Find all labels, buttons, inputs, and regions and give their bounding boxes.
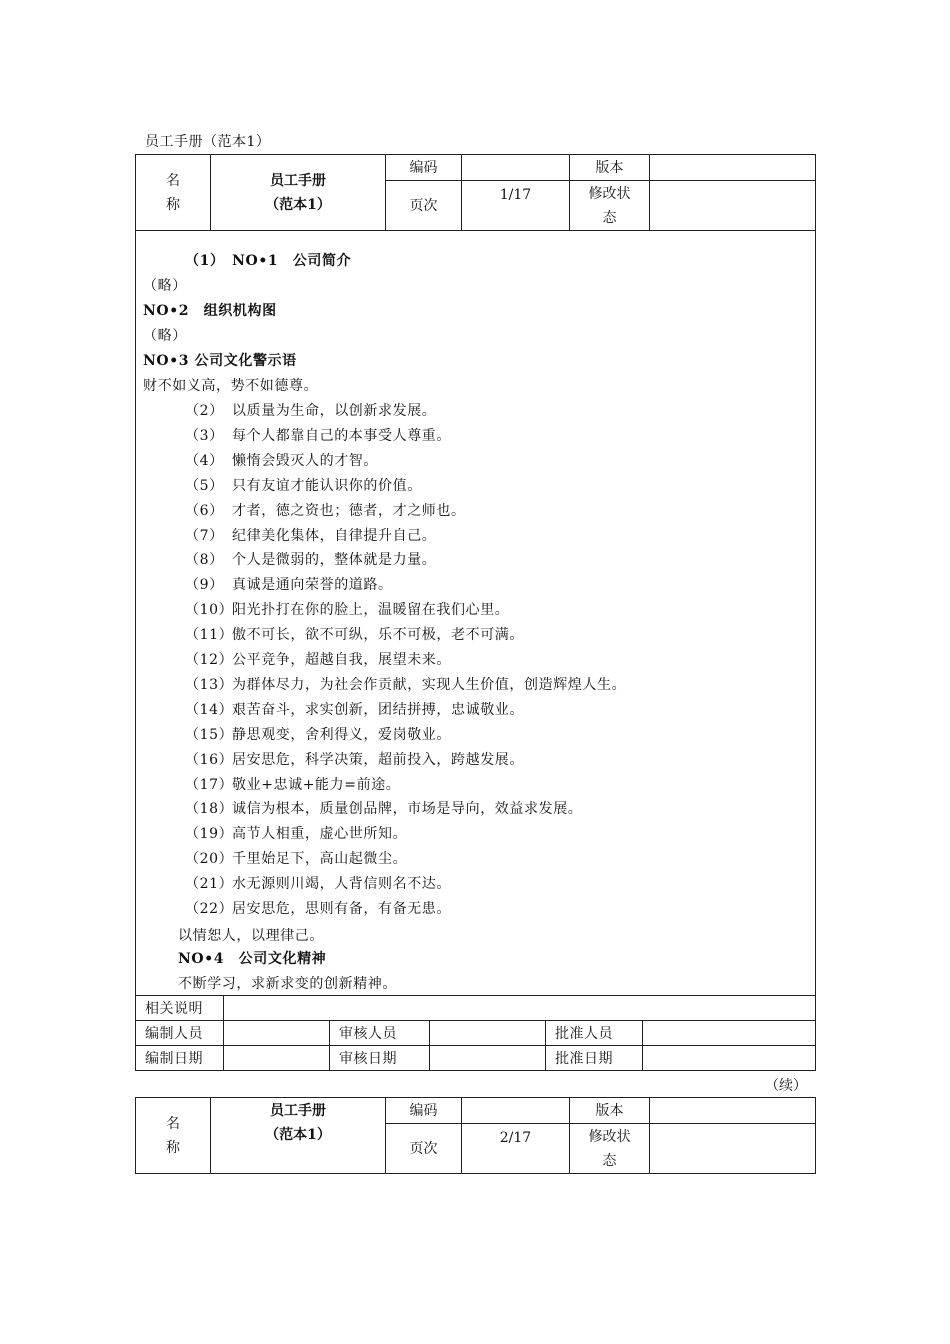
reviewer-value <box>430 1021 546 1046</box>
motto-text: 才者，德之资也；德者，才之师也。 <box>232 503 466 519</box>
motto-text: 纪律美化集体，自律提升自己。 <box>232 528 437 544</box>
motto-number: （3） <box>185 428 224 444</box>
motto-item <box>185 574 393 594</box>
motto-item <box>185 749 524 769</box>
motto-item <box>185 400 436 420</box>
motto-item <box>185 425 451 445</box>
motto-number: （5） <box>185 478 224 494</box>
motto-number: （17） <box>185 777 234 793</box>
code-value <box>462 1098 570 1124</box>
motto-text: 每个人都靠自己的本事受人尊重。 <box>232 428 451 444</box>
motto-text: 居安思危，思则有备，有备无患。 <box>232 901 451 917</box>
motto-number: （15） <box>185 727 234 743</box>
motto-number: （12） <box>185 652 234 668</box>
motto-number: （18） <box>185 801 234 817</box>
motto-item <box>185 724 451 744</box>
motto-text: 敬业+忠诚+能力=前途。 <box>232 777 401 793</box>
motto-item <box>185 649 451 669</box>
revision-value <box>650 181 816 231</box>
header-table-page2 <box>135 1097 816 1174</box>
motto-item <box>185 624 524 644</box>
manual-title: 员工手册 （范本1） <box>211 155 386 231</box>
motto-number: （14） <box>185 702 234 718</box>
motto-number: （16） <box>185 752 234 768</box>
motto-item <box>185 525 436 545</box>
motto-number: （8） <box>185 552 224 568</box>
header-table-page1 <box>135 154 816 231</box>
motto-text: 只有友谊才能认识你的价值。 <box>232 478 422 494</box>
motto-item <box>185 549 436 569</box>
motto-item <box>185 699 524 719</box>
approve-date-value <box>643 1046 816 1071</box>
motto-item <box>185 450 378 470</box>
section-3-intro: 财不如义高，势不如德尊。 <box>143 378 319 394</box>
manual-title: 员工手册 （范本1） <box>211 1098 386 1174</box>
version-label: 版本 <box>570 1098 650 1124</box>
reviewer-label: 审核人员 <box>330 1021 430 1046</box>
motto-item <box>185 475 422 495</box>
code-label: 编码 <box>386 1098 462 1124</box>
motto-item <box>185 898 451 918</box>
motto-text: 阳光扑打在你的脸上，温暖留在我们心里。 <box>232 602 510 618</box>
motto-number: （4） <box>185 453 224 469</box>
motto-text: 静思观变，舍利得义，爱岗敬业。 <box>232 727 451 743</box>
name-label: 名 称 <box>136 1098 211 1174</box>
motto-number: （6） <box>185 503 224 519</box>
author-label: 编制人员 <box>136 1021 224 1046</box>
motto-number: （7） <box>185 528 224 544</box>
revision-label: 修改状 态 <box>570 1124 650 1174</box>
continued-label: （续） <box>765 1078 807 1094</box>
section-2-body: （略） <box>143 328 187 344</box>
section-4-body: 不断学习，求新求变的创新精神。 <box>178 976 397 992</box>
motto-number: （10） <box>185 602 234 618</box>
version-value <box>650 1098 816 1124</box>
notes-label: 相关说明 <box>136 996 224 1021</box>
motto-item <box>185 873 451 893</box>
author-value <box>224 1021 330 1046</box>
motto-number: （11） <box>185 627 234 643</box>
motto-number: （22） <box>185 901 234 917</box>
author-date-value <box>224 1046 330 1071</box>
motto-item <box>185 599 509 619</box>
motto-text: 个人是微弱的，整体就是力量。 <box>232 552 437 568</box>
motto-text: 居安思危，科学决策，超前投入，跨越发展。 <box>232 752 524 768</box>
page-label: 页次 <box>386 181 462 231</box>
signoff-table <box>135 995 816 1071</box>
section-1-title: （1） NO•1 公司简介 <box>185 253 352 269</box>
motto-number: （9） <box>185 577 224 593</box>
section-1-body: （略） <box>143 278 187 294</box>
page-number: 2/17 <box>462 1124 570 1174</box>
motto-text: 傲不可长，欲不可纵，乐不可极，老不可满。 <box>232 627 524 643</box>
author-date-label: 编制日期 <box>136 1046 224 1071</box>
motto-text: 诚信为根本，质量创品牌，市场是导向，效益求发展。 <box>232 801 583 817</box>
motto-text: 为群体尽力，为社会作贡献，实现人生价值，创造辉煌人生。 <box>232 677 627 693</box>
motto-item <box>185 774 400 794</box>
version-value <box>650 155 816 181</box>
motto-text: 水无源则川竭，人背信则名不达。 <box>232 876 451 892</box>
section-3-outro: 以情恕人，以理律己。 <box>178 928 324 944</box>
motto-text: 公平竞争，超越自我，展望未来。 <box>232 652 451 668</box>
revision-label: 修改状 态 <box>570 181 650 231</box>
code-value <box>462 155 570 181</box>
motto-text: 真诚是通向荣誉的道路。 <box>232 577 393 593</box>
motto-item <box>185 798 582 818</box>
motto-item <box>185 848 407 868</box>
review-date-value <box>430 1046 546 1071</box>
motto-number: （20） <box>185 851 234 867</box>
page-label: 页次 <box>386 1124 462 1174</box>
motto-item <box>185 674 626 694</box>
motto-number: （19） <box>185 826 234 842</box>
motto-number: （21） <box>185 876 234 892</box>
motto-text: 以质量为生命，以创新求发展。 <box>232 403 437 419</box>
motto-text: 艰苦奋斗，求实创新，团结拼搏，忠诚敬业。 <box>232 702 524 718</box>
revision-value <box>650 1124 816 1174</box>
page-number: 1/17 <box>462 181 570 231</box>
approve-date-label: 批准日期 <box>546 1046 643 1071</box>
motto-item <box>185 500 466 520</box>
motto-number: （2） <box>185 403 224 419</box>
motto-text: 高节人相重，虚心世所知。 <box>232 826 408 842</box>
section-2-title: NO•2 组织机构图 <box>143 303 277 319</box>
section-3-title: NO•3 公司文化警示语 <box>143 353 297 369</box>
approver-value <box>643 1021 816 1046</box>
motto-text: 懒惰会毁灭人的才智。 <box>232 453 378 469</box>
motto-item <box>185 823 407 843</box>
review-date-label: 审核日期 <box>330 1046 430 1071</box>
motto-text: 千里始足下，高山起微尘。 <box>232 851 408 867</box>
motto-number: （13） <box>185 677 234 693</box>
approver-label: 批准人员 <box>546 1021 643 1046</box>
section-4-title: NO•4 公司文化精神 <box>178 951 327 967</box>
version-label: 版本 <box>570 155 650 181</box>
notes-value <box>224 996 816 1021</box>
document-title: 员工手册（范本1） <box>145 134 271 150</box>
code-label: 编码 <box>386 155 462 181</box>
name-label: 名 称 <box>136 155 211 231</box>
